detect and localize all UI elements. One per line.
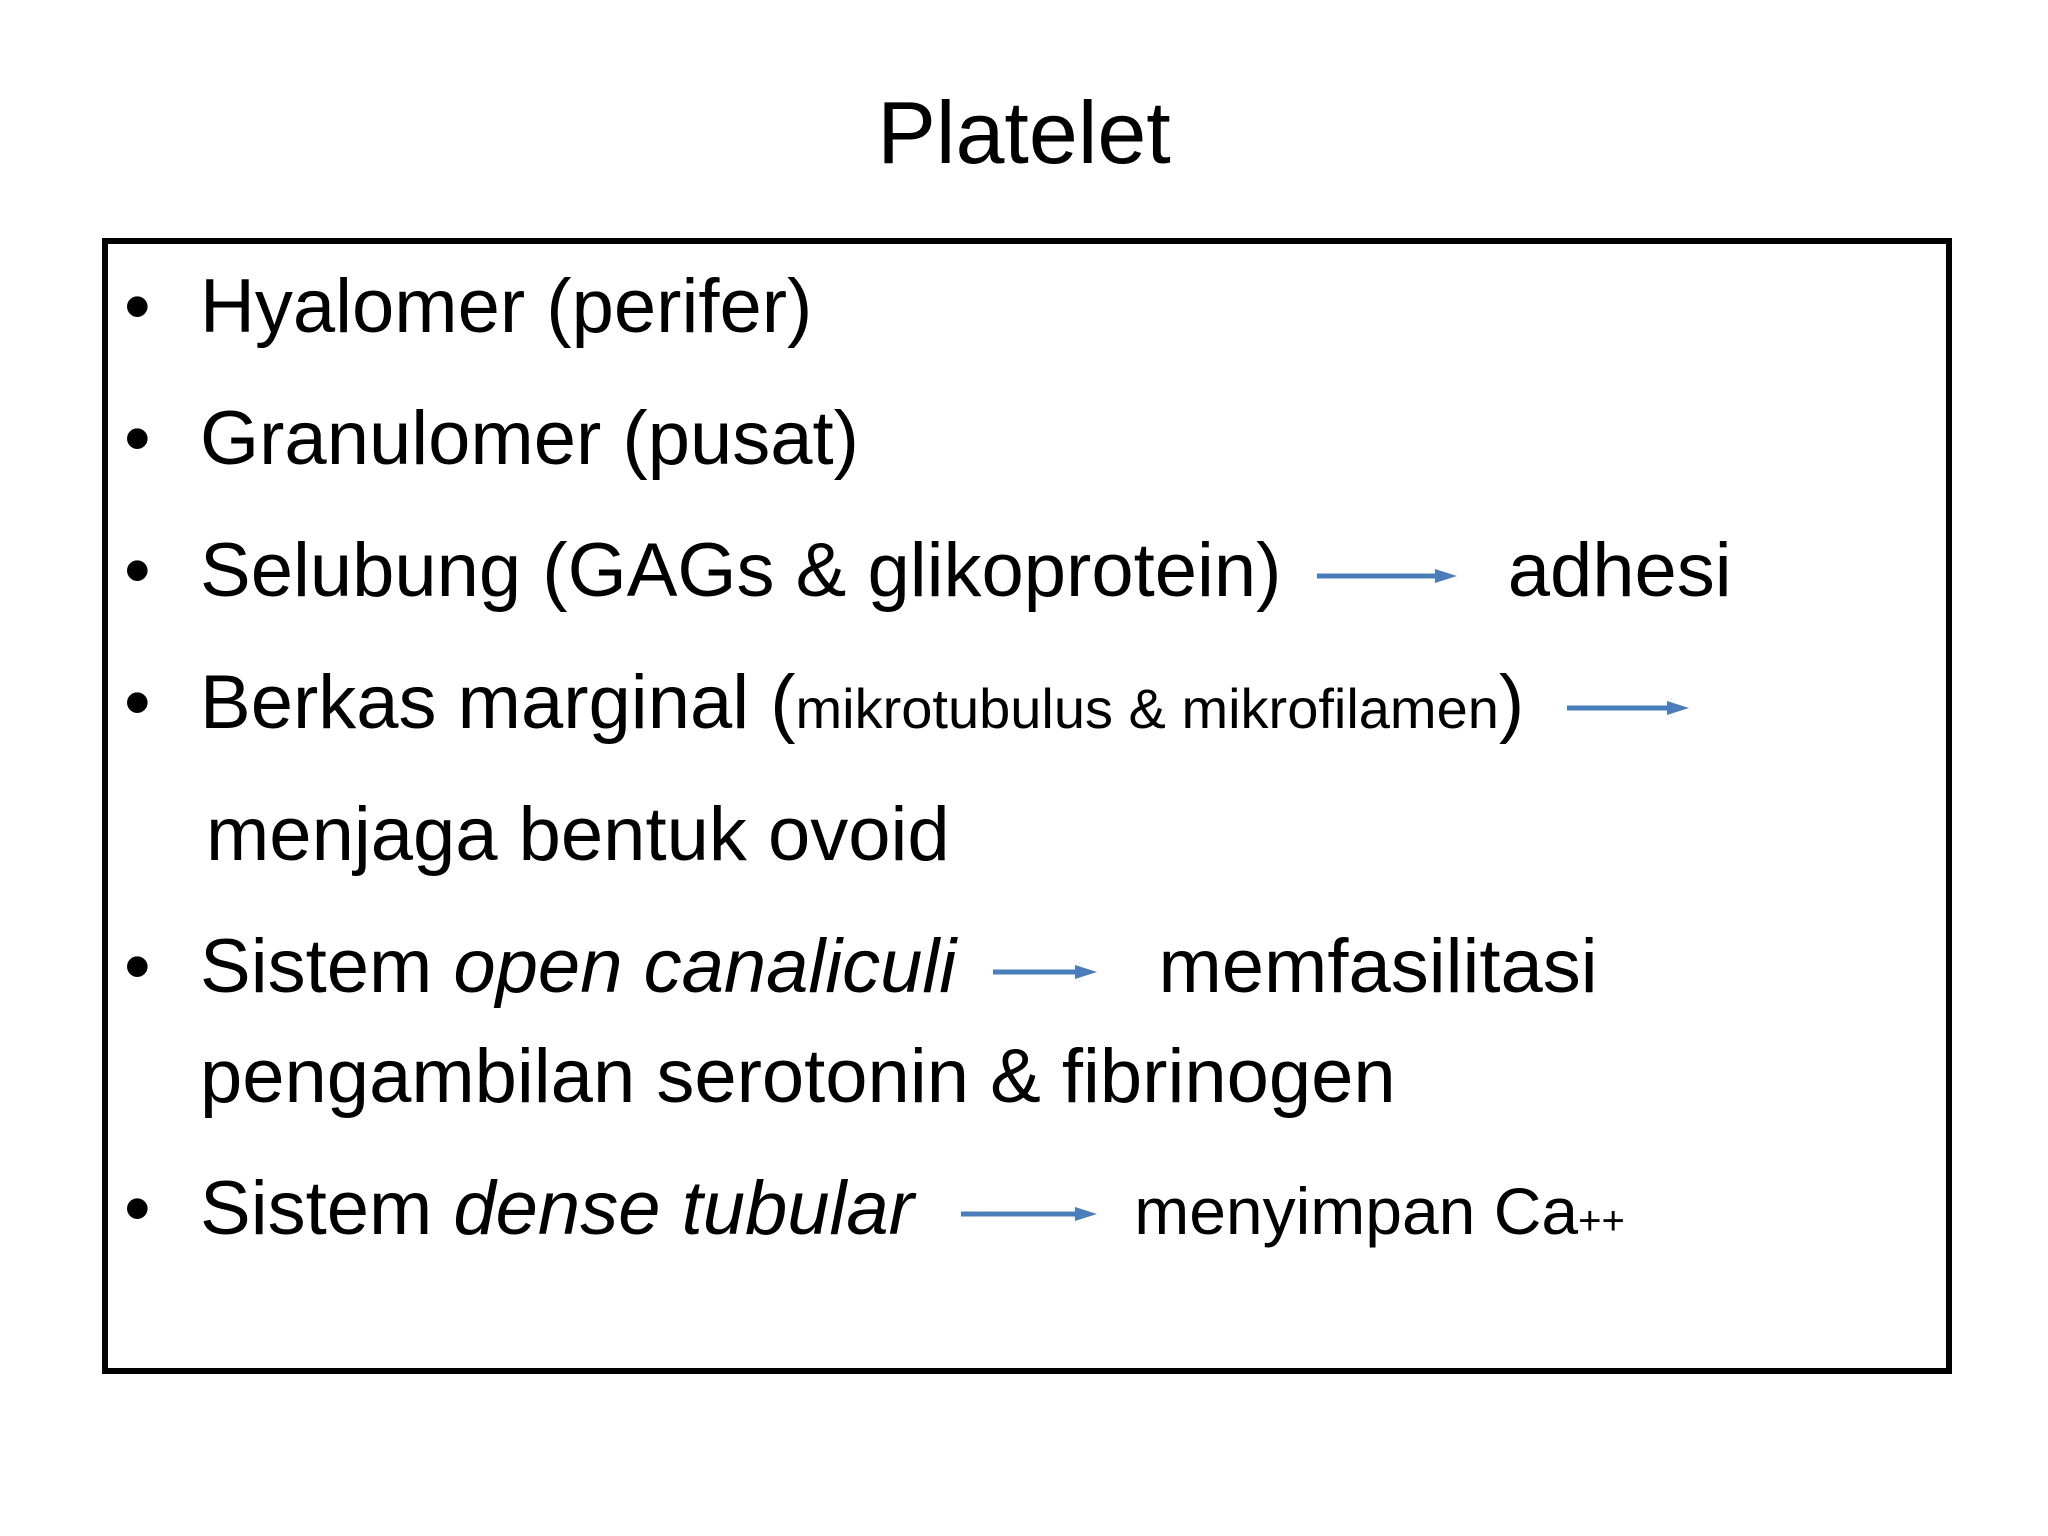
bullet-icon: • [124,264,151,349]
list-item-text: Berkas marginal ( [200,660,796,745]
list-item-small-text: mikrotubulus & mikrofilamen [795,677,1499,740]
list-item-text-suffix: ) [1498,660,1525,745]
list-item-text: Hyalomer (perifer) [200,264,813,349]
bullet-icon: • [124,1166,151,1251]
bullet-icon: • [124,396,151,481]
list-item-text: Sistem [200,1166,454,1251]
bullet-icon: • [124,660,151,745]
arrow-right-icon [961,1204,1097,1224]
bullet-icon: • [124,528,151,613]
arrow-right-icon [1567,698,1689,718]
list-item-italic-text: dense tubular [453,1166,914,1251]
list-item-text: Selubung (GAGs & glikoprotein) [200,528,1282,613]
continuation-text: menjaga bentuk ovoid [206,792,950,877]
slide-title: Platelet [877,83,1171,182]
continuation-text: pengambilan serotonin & fibrinogen [200,1034,1396,1119]
result-text: adhesi [1507,528,1732,613]
arrow-right-icon [993,962,1097,982]
list-item-text: Sistem [200,924,454,1009]
result-text: memfasilitasi [1158,924,1598,1009]
result-superscript: ++ [1578,1199,1625,1243]
result-text: menyimpan Ca [1134,1174,1579,1248]
list-item-text: Granulomer (pusat) [200,396,859,481]
bullet-icon: • [124,924,151,1009]
list-item-italic-text: open canaliculi [453,924,957,1009]
arrow-right-icon [1317,566,1457,586]
